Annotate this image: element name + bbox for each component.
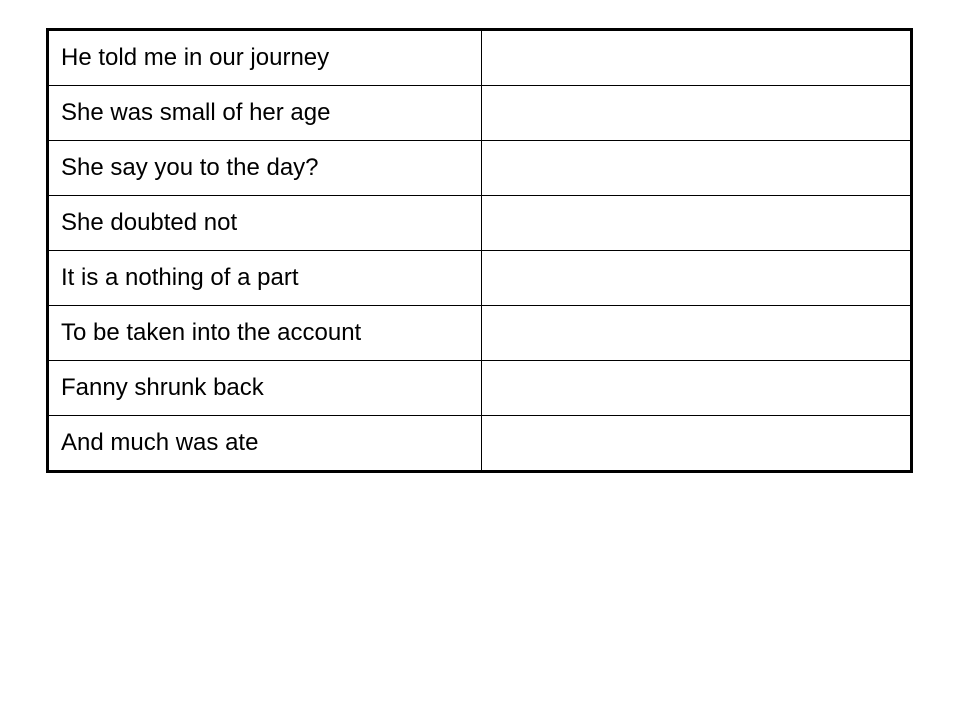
answer-cell: [482, 416, 912, 472]
table-row: [48, 416, 912, 472]
answer-cell: [482, 306, 912, 361]
phrase-cell: It is a nothing of a part: [48, 251, 482, 306]
table-row: [48, 306, 912, 361]
answer-cell: [482, 141, 912, 196]
answer-cell: [482, 196, 912, 251]
answer-cell: [482, 361, 912, 416]
phrase-cell: He told me in our journey: [48, 30, 482, 86]
table-row: [48, 86, 912, 141]
sentence-table: [46, 28, 913, 473]
table-row: [48, 361, 912, 416]
answer-cell: [482, 86, 912, 141]
phrase-cell: She doubted not: [48, 196, 482, 251]
table-row: [48, 141, 912, 196]
table-row: [48, 30, 912, 86]
answer-cell: [482, 30, 912, 86]
phrase-cell: Fanny shrunk back: [48, 361, 482, 416]
table-row: [48, 251, 912, 306]
phrase-cell: She say you to the day?: [48, 141, 482, 196]
phrase-cell: And much was ate: [48, 416, 482, 472]
answer-cell: [482, 251, 912, 306]
table-row: [48, 196, 912, 251]
phrase-cell: To be taken into the account: [48, 306, 482, 361]
phrase-cell: She was small of her age: [48, 86, 482, 141]
